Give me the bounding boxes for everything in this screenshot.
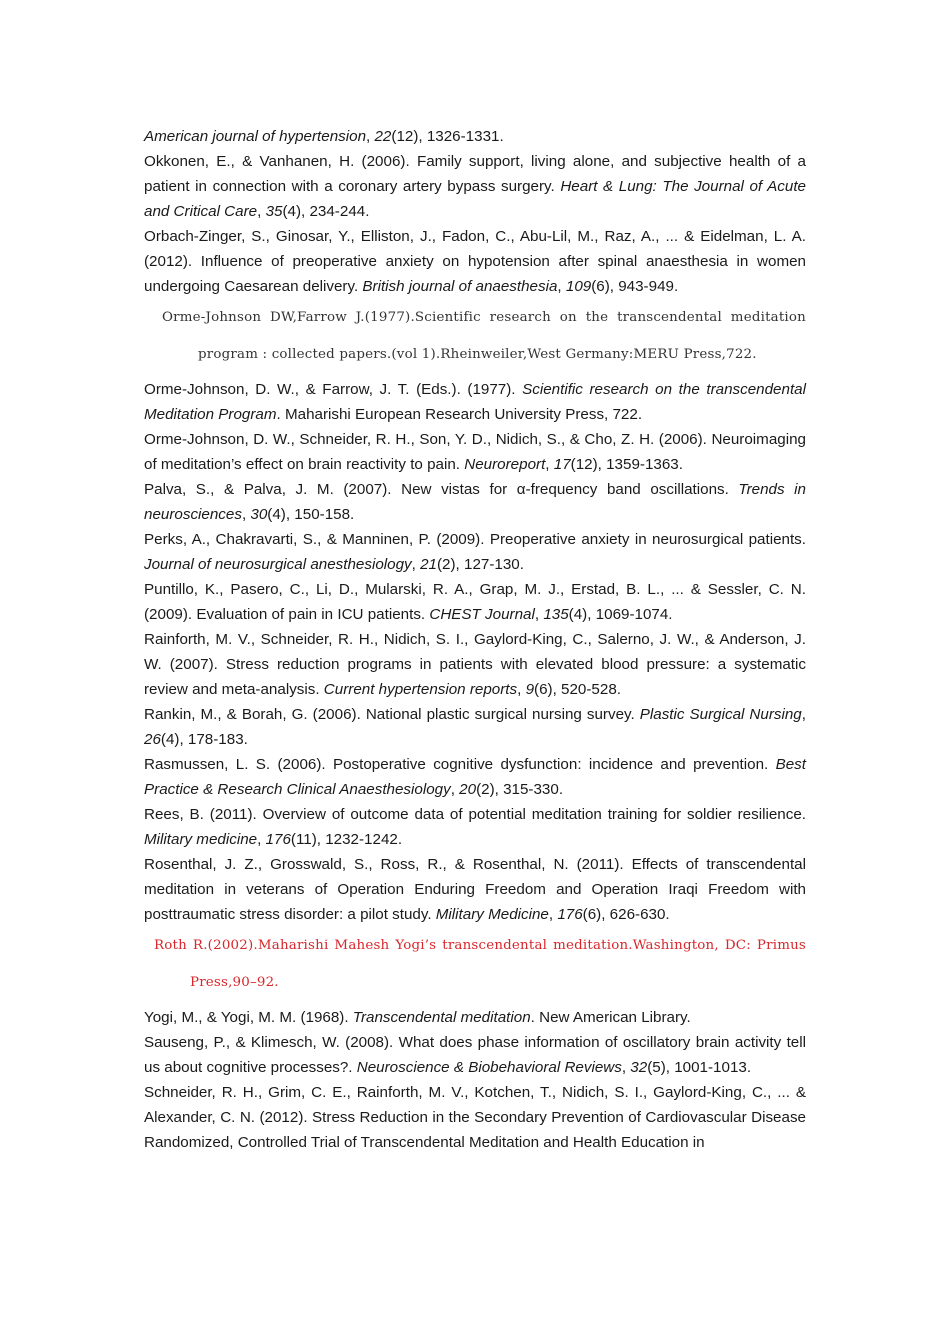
reference-text: (12), 1359-1363.: [570, 456, 683, 473]
reference-text: Orme-Johnson DW,Farrow J.(1977).Scientific research on the transcendental meditation program : collected papers.(vol 1).Rheinweiler,West Germany:MERU Press,722.: [162, 310, 806, 362]
reference-text: ,: [257, 831, 266, 848]
reference-entry: [144, 627, 806, 702]
reference-text: ,: [545, 456, 554, 473]
reference-entry: [144, 1030, 806, 1080]
reference-text: (4), 178-183.: [160, 731, 248, 748]
reference-text: (4), 1069-1074.: [568, 606, 673, 623]
reference-entry: [144, 477, 806, 527]
reference-text: ,: [411, 556, 421, 573]
reference-text: Rosenthal, J. Z., Grosswald, S., Ross, R., & Rosenthal, N. (2011). Effects of transcendental meditation in veterans of Operation Enduring Freedom and Operation Iraqi Freedom with posttraumatic stress disorder: a pilot study.: [144, 856, 806, 923]
reference-entry: [144, 752, 806, 802]
reference-italic-text: American journal of hypertension: [144, 128, 367, 145]
reference-list: [144, 124, 806, 1155]
reference-text: ,: [241, 506, 251, 523]
reference-italic-text: 17: [553, 456, 571, 473]
reference-italic-text: 176: [265, 831, 291, 848]
reference-italic-text: Trends in neurosciences: [144, 481, 806, 523]
reference-italic-text: Journal of neurosurgical anesthesiology: [144, 556, 412, 573]
reference-entry-mono: [136, 927, 806, 1001]
reference-italic-text: Military Medicine: [435, 906, 549, 923]
reference-entry: [144, 149, 806, 224]
reference-text: Rees, B. (2011). Overview of outcome data of potential meditation training for soldier resilience.: [144, 806, 806, 823]
reference-italic-text: Scientific research on the transcendental Meditation Program: [144, 381, 806, 423]
reference-italic-text: Heart & Lung: The Journal of Acute and Critical Care: [144, 178, 807, 220]
reference-text: ,: [801, 706, 806, 723]
reference-text: ,: [534, 606, 544, 623]
reference-italic-text: Military medicine: [144, 831, 258, 848]
reference-entry: [144, 577, 806, 627]
reference-text: (11), 1232-1242.: [290, 831, 403, 848]
reference-italic-text: 26: [144, 731, 161, 748]
reference-entry: [144, 702, 806, 752]
reference-italic-text: 135: [543, 606, 569, 623]
reference-text: Perks, A., Chakravarti, S., & Manninen, P. (2009). Preoperative anxiety in neurosurgical patients.: [144, 531, 806, 548]
reference-entry: [144, 124, 806, 149]
reference-italic-text: Plastic Surgical Nursing: [639, 706, 802, 723]
reference-entry: [144, 1080, 806, 1155]
reference-entry: [144, 527, 806, 577]
reference-text: Rainforth, M. V., Schneider, R. H., Nidich, S. I., Gaylord-King, C., Salerno, J. W., & Anderson, J. W. (2007). Stress reduction programs in patients with elevated blood pressure: a systematic review and meta-analysis.: [144, 631, 806, 698]
reference-italic-text: 9: [525, 681, 535, 698]
reference-italic-text: 21: [420, 556, 437, 573]
reference-entry-mono: [144, 299, 806, 373]
reference-text: Orme-Johnson, D. W., & Farrow, J. T. (Eds.). (1977).: [144, 381, 523, 398]
reference-text: ,: [557, 278, 566, 295]
reference-entry: [144, 1005, 806, 1030]
reference-italic-text: Transcendental meditation: [352, 1009, 531, 1026]
reference-text: ,: [450, 781, 460, 798]
reference-italic-text: 20: [459, 781, 477, 798]
reference-text: (4), 150-158.: [267, 506, 355, 523]
reference-text: (5), 1001-1013.: [647, 1059, 752, 1076]
reference-italic-text: Current hypertension reports: [323, 681, 518, 698]
reference-italic-text: 32: [630, 1059, 648, 1076]
reference-text: (6), 520-528.: [534, 681, 621, 698]
reference-entry: [144, 852, 806, 927]
reference-text: Rankin, M., & Borah, G. (2006). National plastic surgical nursing survey.: [144, 706, 640, 723]
reference-italic-text: 30: [250, 506, 268, 523]
reference-text: Orme-Johnson, D. W., Schneider, R. H., Son, Y. D., Nidich, S., & Cho, Z. H. (2006). Neuroimaging of meditation’s effect on brain reactivity to pain.: [144, 431, 806, 473]
reference-text: . Maharishi European Research University Press, 722.: [276, 406, 643, 423]
reference-text: Orbach-Zinger, S., Ginosar, Y., Elliston, J., Fadon, C., Abu-Lil, M., Raz, A., ... & Eidelman, L. A. (2012). Influence of preoperative anxiety on hypotension after spinal anaesthesia in women undergoing Caesarean delivery.: [144, 228, 806, 295]
reference-italic-text: 176: [557, 906, 583, 923]
reference-italic-text: Best Practice & Research Clinical Anaesthesiology: [144, 756, 806, 798]
reference-text: ,: [366, 128, 375, 145]
reference-text: ,: [257, 203, 266, 220]
reference-text: (6), 943-949.: [591, 278, 679, 295]
reference-text: Yogi, M., & Yogi, M. M. (1968).: [144, 1009, 353, 1026]
reference-text: Roth R.(2002).Maharishi Mahesh Yogi’s transcendental meditation.Washington, DC: Primus Press,90–92.: [154, 938, 806, 990]
reference-entry: [144, 802, 806, 852]
reference-text: Puntillo, K., Pasero, C., Li, D., Mularski, R. A., Grap, M. J., Erstad, B. L., ... & Sessler, C. N. (2009). Evaluation of pain in ICU patients.: [144, 581, 806, 623]
reference-text: (6), 626-630.: [582, 906, 670, 923]
reference-text: Okkonen, E., & Vanhanen, H. (2006). Family support, living alone, and subjective health of a patient in connection with a coronary artery bypass surgery.: [144, 153, 806, 195]
reference-text: Palva, S., & Palva, J. M. (2007). New vistas for α-frequency band oscillations.: [144, 481, 739, 498]
reference-text: (4), 234-244.: [282, 203, 370, 220]
reference-text: (12), 1326-1331.: [391, 128, 504, 145]
reference-italic-text: Neuroscience & Biobehavioral Reviews: [356, 1059, 622, 1076]
reference-italic-text: CHEST Journal: [429, 606, 535, 623]
reference-italic-text: British journal of anaesthesia: [362, 278, 558, 295]
reference-entry: [144, 377, 806, 427]
reference-italic-text: Neuroreport: [464, 456, 546, 473]
reference-text: . New American Library.: [530, 1009, 691, 1026]
reference-text: ,: [517, 681, 526, 698]
reference-italic-text: 109: [565, 278, 592, 295]
reference-text: ,: [548, 906, 558, 923]
reference-text: ,: [621, 1059, 631, 1076]
reference-text: Schneider, R. H., Grim, C. E., Rainforth, M. V., Kotchen, T., Nidich, S. I., Gaylord-King, C., ... & Alexander, C. N. (2012). Stress Reduction in the Secondary Prevention of Cardiovascular Disease Randomized, Controlled Trial of Transcendental Meditation and Health Education in: [144, 1084, 806, 1151]
reference-text: (2), 315-330.: [476, 781, 564, 798]
reference-italic-text: 22: [374, 128, 392, 145]
reference-entry: [144, 224, 806, 299]
reference-entry: [144, 427, 806, 477]
reference-text: Sauseng, P., & Klimesch, W. (2008). What does phase information of oscillatory brain activity tell us about cognitive processes?.: [144, 1034, 806, 1076]
reference-text: (2), 127-130.: [437, 556, 524, 573]
reference-italic-text: 35: [265, 203, 283, 220]
reference-text: Rasmussen, L. S. (2006). Postoperative cognitive dysfunction: incidence and prevention.: [144, 756, 776, 773]
